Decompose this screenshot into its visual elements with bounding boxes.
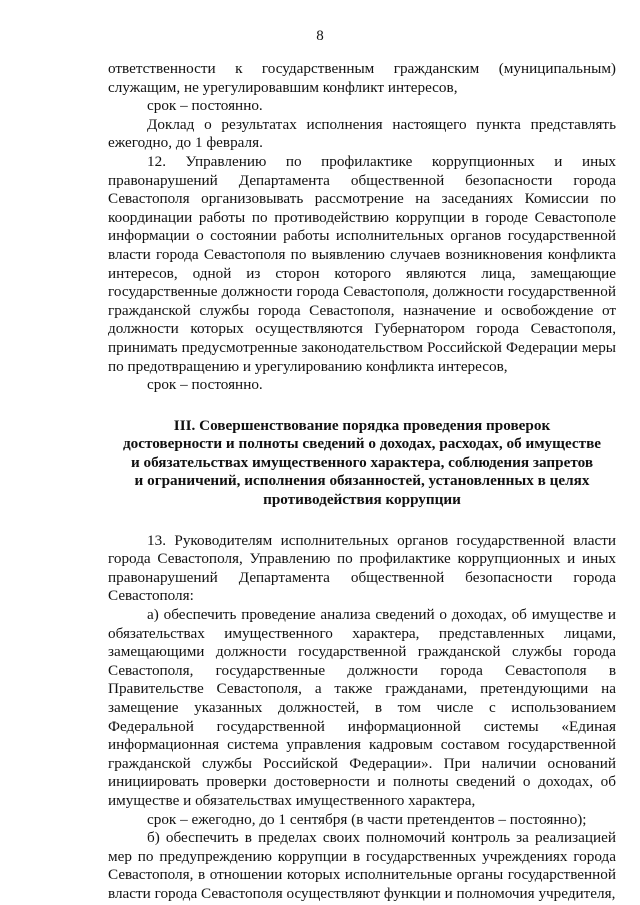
page-number: 8: [316, 28, 324, 44]
document-body: [108, 60, 616, 904]
heading-line: и обязательствах имущественного характера, соблюдения запретов: [130, 453, 594, 471]
paragraph: а) обеспечить проведение анализа сведений о доходах, об имуществе и обязательствах имущественного характера, представленных лицами, замещающими должности государственной гражданской службы города Севастополя, государственные должности города Севастополя в Правительстве Севастополя, а также гражданами, претендующими на замещение указанных должностей, в том числе с использованием Федеральной государственной информационной системы «Единая информационная система управления кадровым составом государственной гражданской службы Российской Федерации». При наличии оснований инициировать проверки достоверности и полноты сведений о доходах, об имуществе и обязательствах имущественного характера,: [108, 606, 616, 809]
heading-line: III. Совершенствование порядка проведения проверок: [173, 416, 551, 434]
section-heading: [108, 417, 616, 510]
paragraphs-after-heading: [108, 532, 616, 904]
paragraph: Доклад о результатах исполнения настоящего пункта представлять ежегодно, до 1 февраля.: [108, 115, 616, 152]
paragraph: срок – ежегодно, до 1 сентября (в части претендентов – постоянно);: [147, 810, 587, 828]
paragraph: б) обеспечить в пределах своих полномочий контроль за реализацией мер по предупреждению коррупции в государственных учреждениях города Севастополя, в отношении которых исполнительные органы государственной власти города Севастополя осуществляют функции и полномочия учредителя,: [108, 829, 616, 902]
paragraph: 13. Руководителям исполнительных органов государственной власти города Севастополя, Управлению по профилактике коррупционных и иных правонарушений Департамента общественной безопасности города Севастополя:: [108, 531, 616, 605]
heading-line: и ограничений, исполнения обязанностей, установленных в целях: [134, 472, 590, 490]
paragraph: ответственности к государственным гражданским (муниципальным) служащим, не урегулировавшим конфликт интересов,: [108, 60, 616, 96]
heading-line: противодействия коррупции: [263, 491, 461, 509]
paragraphs-before-heading: [108, 60, 616, 395]
heading-line: достоверности и полноты сведений о доходах, расходах, об имуществе: [122, 435, 602, 453]
paragraph: срок – постоянно.: [147, 376, 263, 394]
paragraph: срок – постоянно.: [147, 97, 263, 115]
paragraph: 12. Управлению по профилактике коррупционных и иных правонарушений Департамента общественной безопасности города Севастополя организовывать рассмотрение на заседаниях Комиссии по координации работы по противодействию коррупции в городе Севастополе информации о состоянии работы исполнительных органов государственной власти города Севастополя по выявлению случаев возникновения конфликта интересов, одной из сторон которого являются лица, замещающие государственные должности города Севастополя, должности государственной гражданской службы города Севастополя, назначение и освобождение от должности которых осуществляются Губернатором города Севастополя, принимать предусмотренные законодательством Российской Федерации меры по предотвращению и урегулированию конфликта интересов,: [108, 152, 616, 375]
